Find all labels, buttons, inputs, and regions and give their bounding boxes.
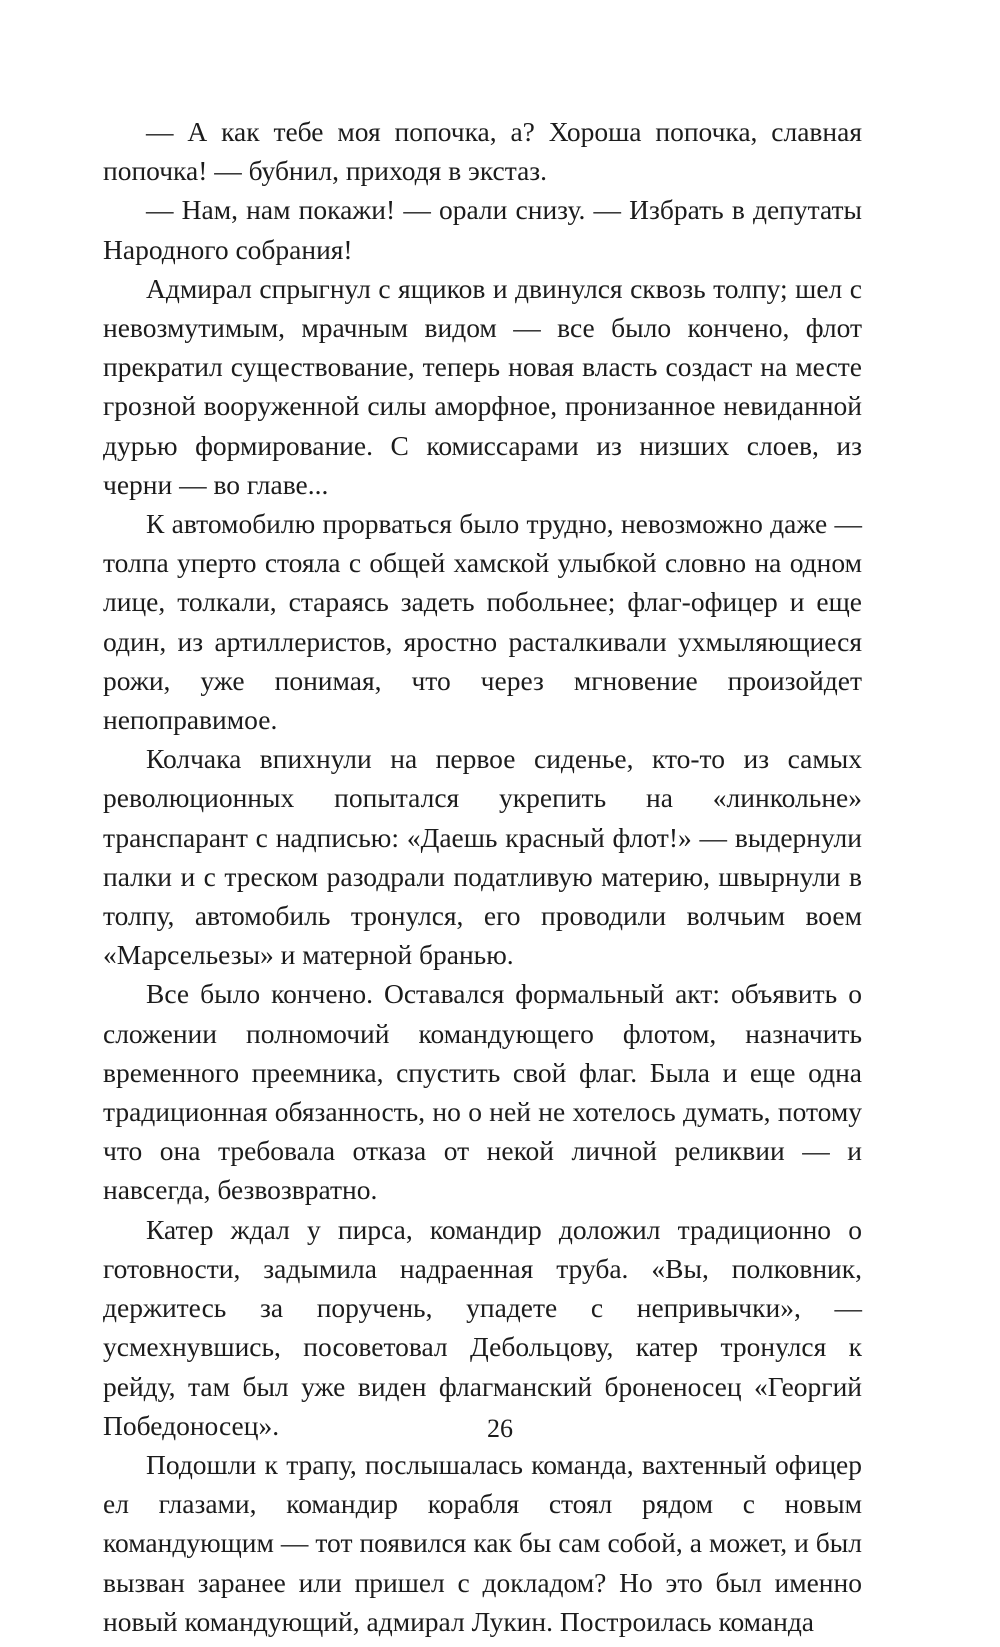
paragraph-7: Катер ждал у пирса, командир доложил традиционно о готовности, задымила надраенная труба. «Вы, полковник, держитесь за поручень, упадете с непривычки», — усмехнувшись, посоветовал Дебольцову, катер тронулся к рейду, там был уже виден флагманский броненосец «Георгий Победоносец». — [103, 1213, 862, 1441]
paragraph-3: Адмирал спрыгнул с ящиков и двинулся сквозь толпу; шел с невозмутимым, мрачным видом — все было кончено, флот прекратил существование, теперь новая власть создаст на месте грозной вооруженной силы аморфное, пронизанное невиданной дурью формирование. С комиссарами из низших слоев, из черни — во главе... — [103, 272, 862, 500]
paragraph-6: Все было кончено. Оставался формальный акт: объявить о сложении полномочий командующего флотом, назначить временного преемника, спустить свой флаг. Была и еще одна традиционная обязанность, но о ней не хотелось думать, потому что она требовала отказа от некой личной реликвии — и навсегда, безвозвратно. — [103, 978, 862, 1206]
paragraph-1: — А как тебе моя попочка, а? Хороша попочка, славная попочка! — бубнил, приходя в экстаз. — [103, 116, 862, 187]
paragraph-5: Колчака впихнули на первое сиденье, кто-то из самых революционных попытался укрепить на «линкольне» транспарант с надписью: «Даешь красный флот!» — выдернули палки и с треском разодрали податливую материю, швырнули в толпу, автомобиль тронулся, его проводили волчьим воем «Марсельезы» и матерной бранью. — [103, 743, 862, 971]
paragraph-2: — Нам, нам покажи! — орали снизу. — Избрать в депутаты Народного собрания! — [103, 194, 862, 265]
paragraph-8: Подошли к трапу, послышалась команда, вахтенный офицер ел глазами, командир корабля стоял рядом с новым командующим — тот появился как бы сам собой, а может, и был вызван заранее или пришел с докладом? Но это был именно новый командующий, адмирал Лукин. Построилась команда — [103, 1448, 862, 1637]
paragraph-4: К автомобилю прорваться было трудно, невозможно даже — толпа уперто стояла с общей хамской улыбкой словно на одном лице, толкали, стараясь задеть побольнее; флаг-офицер и еще один, из артиллеристов, яростно расталкивали ухмыляющиеся рожи, уже понимая, что через мгновение произойдет непоправимое. — [103, 508, 862, 736]
page-number: 26 — [487, 1414, 513, 1443]
body-text — [103, 112, 862, 1641]
